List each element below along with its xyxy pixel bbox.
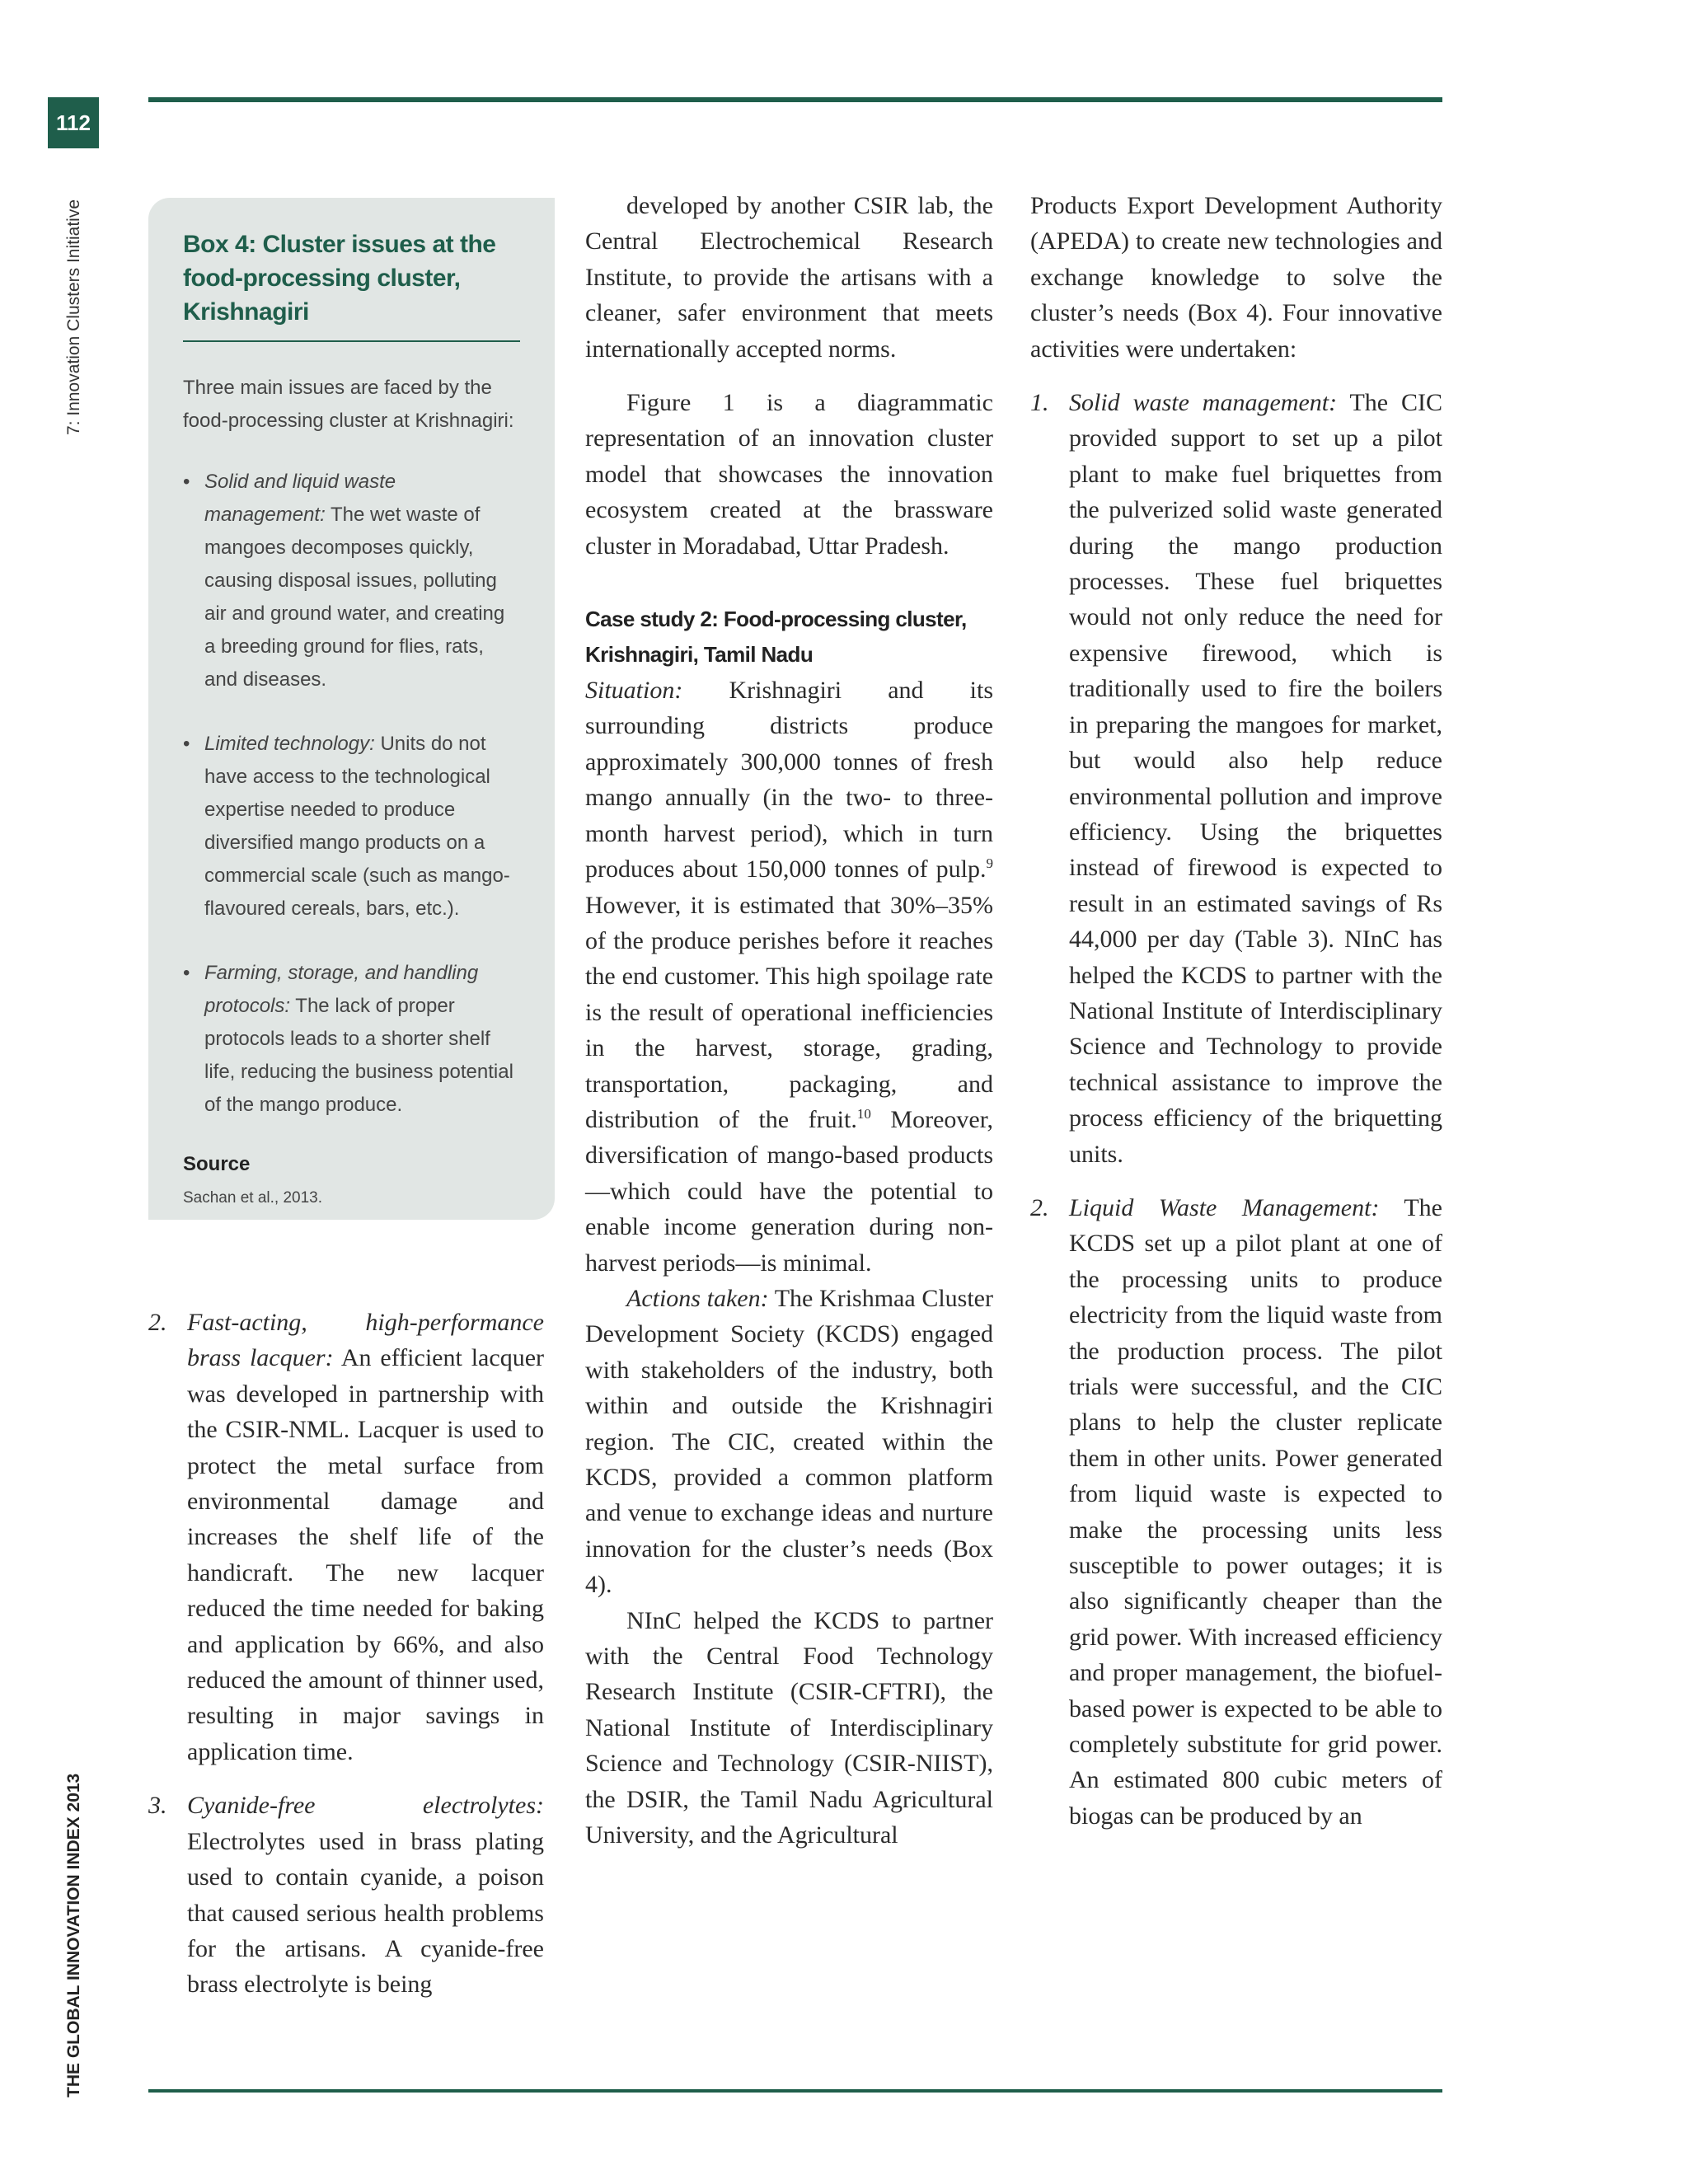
footnote-ref: 9 [986,855,993,872]
list-item: 3. Cyanide-free electrolytes: Electrolytes used in brass plating used to contain cyanide, a poison that caused serious health problems for the artisans. A cyanide-free brass electrolyte is being [148,1792,544,1999]
case-study-heading: Case study 2: Food-processing cluster, Krishnagiri, Tamil Nadu [585,607,967,668]
box-source-citation: Sachan et al., 2013. [183,1189,323,1207]
paragraph: Figure 1 is a diagrammatic representation of an innovation cluster model that showcases the innovation ecosystem created at the brassware cluster in Moradabad, Uttar Pradesh. [585,389,993,560]
paragraph: developed by another CSIR lab, the Central Electrochemical Research Institute, to provide the artisans with a cleaner, safer environment that meets internationally accepted norms. [585,192,993,363]
box-4-sidebar [148,198,555,1220]
box-issue-item: • Limited technology: Units do not have access to the technological expertise needed to produce diversified mango products on a commercial scale (such as mango-flavoured cereals, bars, etc.). [183,728,520,926]
column-3-body [1030,188,1442,1852]
box-issue-list [183,466,520,1122]
situation-paragraph: Situation: Krishnagiri and its surrounding districts produce approximately 300,000 tonnes of fresh mango annually (in the two- to three-month harvest period), which in turn produces about 150,000 tonnes of pulp.$^9$ However, it is estimated that 30%–35% of the produce perishes before it reaches the end customer. This high spoilage rate is the result of operational inefficiencies in the harvest, storage, grading, transportation, packaging, and distribution of the fruit.$^{10}$ Moreover, diversification of mango-based products—which could have the potential to enable income generation during non-harvest periods—is minimal. [585,677,994,1277]
page-number: 112 [56,110,91,135]
actions-paragraph: Actions taken: The Krishmaa Cluster Development Society (KCDS) engaged with stakeholders of the industry, both within and outside the Krishnagiri region. The CIC, created within the KCDS, provided a common platform and venue to exchange ideas and nurture innovation for the cluster’s needs (Box 4). [585,1284,993,1599]
publication-running-head: THE GLOBAL INNOVATION INDEX 2013 [64,1773,83,2097]
paragraph: Products Export Development Authority (APEDA) to create new technologies and exchange knowledge to solve the cluster’s needs (Box 4). Four innovative activities were undertaken: [1030,192,1442,363]
list-item: 2. Liquid Waste Management: The KCDS set up a pilot plant at one of the processing units to produce electricity from the liquid waste from the production process. The pilot trials were successful, and the CIC plans to help the cluster replicate them in other units. Power generated from liquid waste is expected to make the processing units less susceptible to power outages; it is also significantly cheaper than the grid power. With increased efficiency and proper management, the biofuel-based power is expected to be able to completely substitute for grid power. An estimated 800 cubic meters of biogas can be produced by an [1030,1193,1442,1830]
box-issue-item: • Solid and liquid waste management: The wet waste of mangoes decomposes quickly, causing disposal issues, polluting air and ground water, and creating a breeding ground for flies, rats, and diseases. [183,466,520,696]
column-2-body [585,188,993,1853]
paragraph: NInC helped the KCDS to partner with the Central Food Technology Research Institute (CSIR-CFTRI), the National Institute of Interdisciplinary Science and Technology (CSIR-NIIST), the DSIR, the Tamil Nadu Agricultural University, and the Agricultural [585,1606,993,1849]
box-issue-item: • Farming, storage, and handling protocols: The lack of proper protocols leads to a shorter shelf life, reducing the business potential of the mango produce. [183,957,520,1122]
top-rule [148,97,1442,102]
box-source-heading: Source [183,1153,251,1175]
box-intro: Three main issues are faced by the food-processing cluster at Krishnagiri: [183,377,514,432]
page-number-badge [48,97,99,148]
bottom-rule [148,2089,1442,2093]
innovation-list-continued [148,1305,544,2003]
activities-list [1030,385,1442,1834]
chapter-running-head: 7: Innovation Clusters Initiative [64,199,83,435]
list-item: 2. Fast-acting, high-performance brass lacquer: An efficient lacquer was developed in partnership with the CSIR-NML. Lacquer is used to protect the metal surface from environmental damage and increases the shelf life of the handicraft. The new lacquer reduced the time needed for baking and application by 66%, and also reduced the amount of thinner used, resulting in major savings in application time. [148,1309,544,1765]
column-1-body [148,1305,544,2021]
box-title: Box 4: Cluster issues at the food-processing cluster, Krishnagiri [183,227,520,342]
list-item: 1. Solid waste management: The CIC provided support to set up a pilot plant to make fuel briquettes from the pulverized solid waste generated during the mango production processes. These fuel briquettes would not only reduce the need for expensive firewood, which is traditionally used to fire the boilers in preparing the mangoes for market, but would also help reduce environmental pollution and improve efficiency. Using the briquettes instead of firewood is expected to result in an estimated savings of Rs 44,000 per day (Table 3). NInC has helped the KCDS to partner with the National Institute of Interdisciplinary Science and Technology to provide technical assistance to improve the process efficiency of the briquetting units. [1030,389,1442,1168]
footnote-ref: 10 [856,1105,871,1122]
